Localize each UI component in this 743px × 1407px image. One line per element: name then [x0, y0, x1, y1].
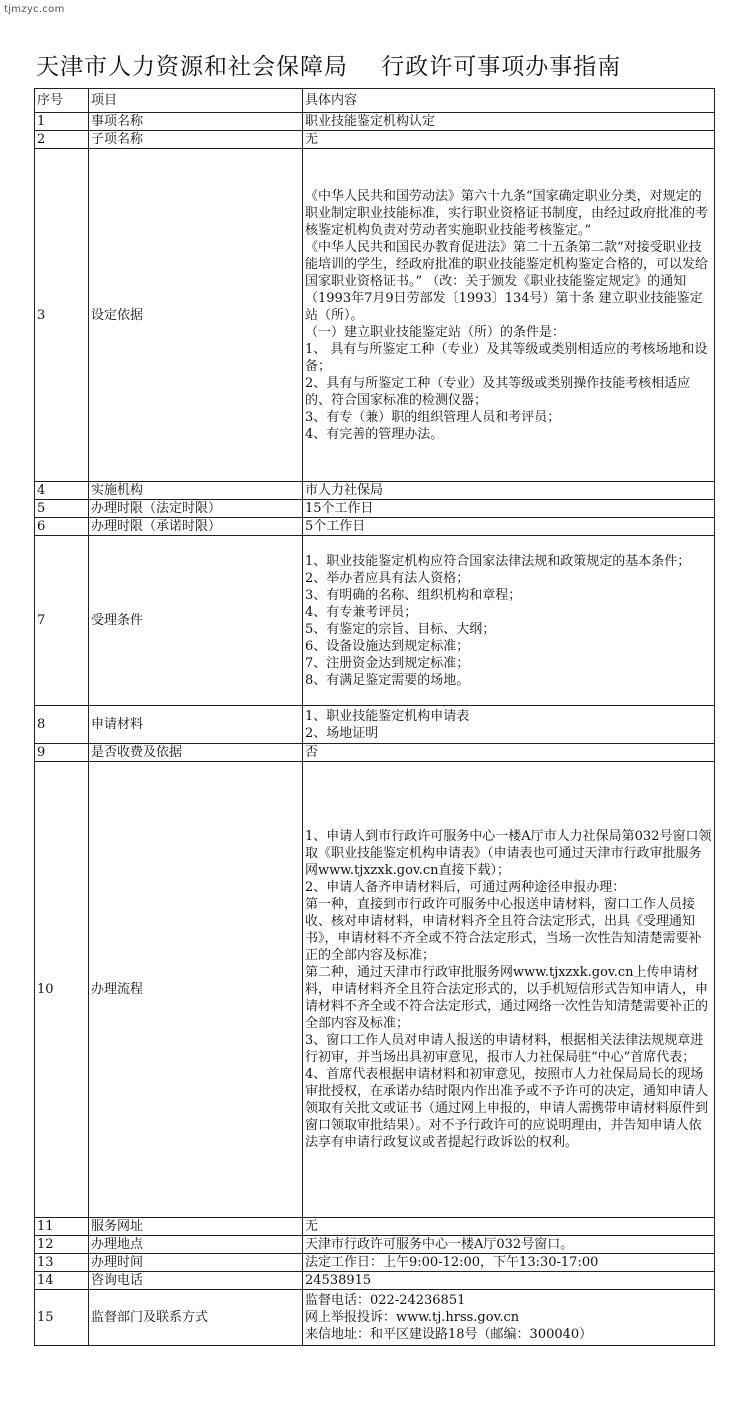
row-content: 法定工作日：上午9:00-12:00，下午13:30-17:00: [303, 1254, 715, 1272]
row-no: 9: [35, 744, 89, 762]
row-content: 无: [303, 131, 715, 149]
row-item: 办理地点: [89, 1236, 303, 1254]
row-content: 24538915: [303, 1272, 715, 1290]
row-no: 6: [35, 518, 89, 536]
row-no: 14: [35, 1272, 89, 1290]
row-no: 1: [35, 113, 89, 131]
row-item: 办理时限（承诺时限）: [89, 518, 303, 536]
table-row: [35, 518, 715, 536]
table-row: [35, 536, 715, 706]
row-item: 咨询电话: [89, 1272, 303, 1290]
header-no: 序号: [35, 89, 89, 113]
table-row: [35, 744, 715, 762]
table-row: [35, 149, 715, 482]
table-row: [35, 1272, 715, 1290]
row-no: 12: [35, 1236, 89, 1254]
row-no: 15: [35, 1290, 89, 1346]
table-row: [35, 1236, 715, 1254]
table-row: [35, 500, 715, 518]
row-content: 职业技能鉴定机构认定: [303, 113, 715, 131]
row-item: 子项名称: [89, 131, 303, 149]
row-item: 实施机构: [89, 482, 303, 500]
header-content: 具体内容: [303, 89, 715, 113]
row-content: 1、职业技能鉴定机构申请表 2、场地证明: [303, 706, 715, 744]
row-item: 是否收费及依据: [89, 744, 303, 762]
row-no: 11: [35, 1218, 89, 1236]
row-content: 1、申请人到市行政许可服务中心一楼A厅市人力社保局第032号窗口领取《职业技能鉴定机构申请表》（申请表也可通过天津市行政审批服务网www.tjxzxk.gov.cn直接下载）； 2、申请人备齐申请材料后，可通过两种途径申报办理： 第一种，直接到市行政许可服务中心报送申请材料，窗口工作人员接收、核对申请材料，申请材料齐全且符合法定形式，出具《受理通知书》，申请材料不齐全或不符合法定形式，当场一次性告知清楚需要补正的全部内容及标准； 第二种，通过天津市行政审批服务网www.tjxzxk.gov.cn上传申请材料，申请材料齐全且符合法定形式的，以手机短信形式告知申请人，申请材料不齐全或不符合法定形式，通过网络一次性告知清楚需要补正的全部内容及标准； 3、窗口工作人员对申请人报送的申请材料，根据相关法律法规规章进行初审，并当场出具初审意见，报市人力社保局驻“中心”首席代表； 4、首席代表根据申请材料和初审意见，按照市人力社保局局长的现场审批授权，在承诺办结时限内作出准予或不予许可的决定，通知申请人领取有关批文或证书（通过网上申报的，申请人需携带申请材料原件到窗口领取审批结果）。对不予行政许可的应说明理由，并告知申请人依法享有申请行政复议或者提起行政诉讼的权利。: [303, 762, 715, 1218]
row-content: 天津市行政许可服务中心一楼A厅032号窗口。: [303, 1236, 715, 1254]
table-row: [35, 1218, 715, 1236]
row-item: 监督部门及联系方式: [89, 1290, 303, 1346]
row-content: 1、职业技能鉴定机构应符合国家法律法规和政策规定的基本条件； 2、举办者应具有法人资格； 3、有明确的名称、组织机构和章程； 4、有专兼考评员； 5、有鉴定的宗旨、目标、大纲； 6、设备设施达到规定标准； 7、注册资金达到规定标准； 8、有满足鉴定需要的场地。: [303, 536, 715, 706]
row-no: 5: [35, 500, 89, 518]
table-row: [35, 482, 715, 500]
row-content: 市人力社保局: [303, 482, 715, 500]
row-no: 2: [35, 131, 89, 149]
row-content: 15个工作日: [303, 500, 715, 518]
row-no: 10: [35, 762, 89, 1218]
row-content: 监督电话：022-24236851 网上举报投诉：www.tj.hrss.gov.cn 来信地址：和平区建设路18号（邮编：300040）: [303, 1290, 715, 1346]
guide-table: [34, 88, 715, 1346]
row-item: 申请材料: [89, 706, 303, 744]
row-item: 服务网址: [89, 1218, 303, 1236]
row-content: 无: [303, 1218, 715, 1236]
table-header-row: [35, 89, 715, 113]
table-row: [35, 762, 715, 1218]
table-row: [35, 131, 715, 149]
row-item: 事项名称: [89, 113, 303, 131]
header-item: 项目: [89, 89, 303, 113]
row-content: 5个工作日: [303, 518, 715, 536]
row-item: 办理时间: [89, 1254, 303, 1272]
row-item: 办理流程: [89, 762, 303, 1218]
row-item: 受理条件: [89, 536, 303, 706]
row-content: 《中华人民共和国劳动法》第六十九条“国家确定职业分类，对规定的职业制定职业技能标准，实行职业资格证书制度，由经过政府批准的考核鉴定机构负责对劳动者实施职业技能考核鉴定。” 《中华人民共和国民办教育促进法》第二十五条第二款“对接受职业技能培训的学生，经政府批准的职业技能鉴定机构鉴定合格的，可以发给国家职业资格证书。” （改：关于颁发《职业技能鉴定规定》的通知（1993年7月9日劳部发〔1993〕134号）第十条 建立职业技能鉴定站（所）。 （一）建立职业技能鉴定站（所）的条件是： 1、 具有与所鉴定工种（专业）及其等级或类别相适应的考核场地和设备； 2、具有与所鉴定工种（专业）及其等级或类别操作技能考核相适应的、符合国家标准的检测仪器； 3、有专（兼）职的组织管理人员和考评员； 4、有完善的管理办法。: [303, 149, 715, 482]
row-no: 7: [35, 536, 89, 706]
row-no: 3: [35, 149, 89, 482]
table-row: [35, 1254, 715, 1272]
row-no: 13: [35, 1254, 89, 1272]
row-item: 办理时限（法定时限）: [89, 500, 303, 518]
row-no: 8: [35, 706, 89, 744]
row-item: 设定依据: [89, 149, 303, 482]
table-row: [35, 113, 715, 131]
table-row: [35, 1290, 715, 1346]
table-row: [35, 706, 715, 744]
page-title: 天津市人力资源和社会保障局 行政许可事项办事指南: [36, 54, 622, 80]
watermark: tjmzyc.com: [4, 4, 65, 15]
row-content: 否: [303, 744, 715, 762]
row-no: 4: [35, 482, 89, 500]
